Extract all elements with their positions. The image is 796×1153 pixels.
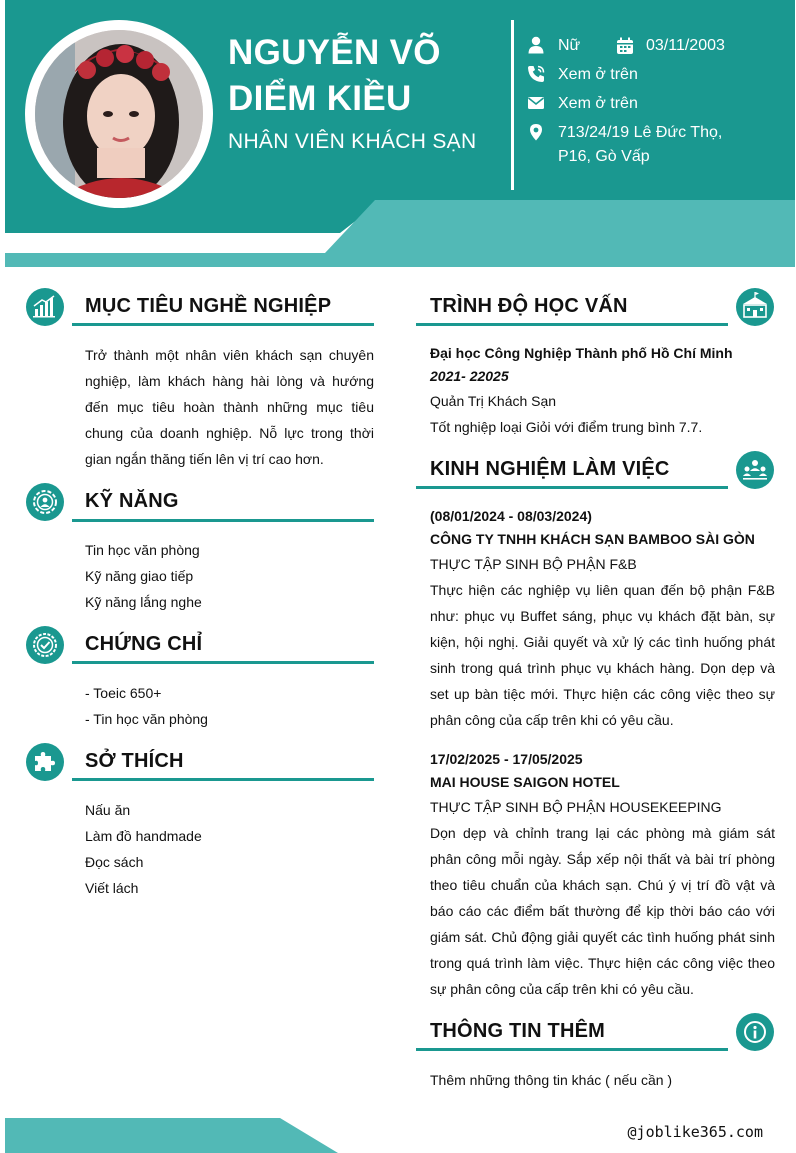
job-description: Dọn dẹp và chỉnh trang lại các phòng mà giám sát phân công mỗi ngày. Sắp xếp nội thất và bài trí phòng theo tiêu chuẩn của khách sạn. Chú ý vị trí đồ vật và báo cáo các điểm bất thường để kịp thời báo cáo với giám sát. Chủ động giải quyết các tình huống phát sinh trong quá trình làm việc. Thực hiện các công việc theo sự phân công của cấp trên khi có yêu cầu. [430, 825, 775, 997]
team-icon [736, 451, 774, 489]
education-major: Quản Trị Khách Sạn [430, 393, 557, 409]
skills-underline [72, 519, 374, 522]
certificate-item: - Toeic 650+ [85, 685, 162, 701]
footer-watermark: @joblike365.com [627, 1123, 763, 1141]
header-divider [511, 20, 514, 190]
education-result: Tốt nghiệp loại Giỏi với điểm trung bình 7.7. [430, 419, 703, 435]
calendar-icon [616, 37, 634, 55]
growth-chart-icon [26, 288, 64, 326]
objective-text: Trở thành một nhân viên khách sạn chuyên nghiệp, làm khách hàng hài lòng và hướng đến mục tiêu hoàn thành những mục tiêu chung của doanh nghiệp. Nỗ lực trong thời gian ngắn thăng tiến lên vị trí cao hơn. [85, 347, 374, 467]
hobby-item: Làm đồ handmade [85, 828, 202, 844]
skills-title: KỸ NĂNG [85, 490, 179, 512]
education-school: Đại học Công Nghiệp Thành phố Hồ Chí Minh [430, 345, 733, 361]
phone-icon [527, 65, 545, 83]
experience-underline [416, 486, 728, 489]
objective-title: MỤC TIÊU NGHỀ NGHIỆP [85, 295, 332, 317]
candidate-name [228, 30, 498, 122]
job-period: (08/01/2024 - 08/03/2024) [430, 508, 592, 524]
hobby-item: Nấu ăn [85, 802, 131, 818]
additional-title: THÔNG TIN THÊM [430, 1020, 606, 1042]
skill-item: Kỹ năng lắng nghe [85, 594, 202, 610]
badge-check-icon [26, 626, 64, 664]
person-icon [527, 36, 545, 54]
skill-item: Tin học văn phòng [85, 542, 200, 558]
job-company: CÔNG TY TNHH KHÁCH SẠN BAMBOO SÀI GÒN [430, 531, 755, 547]
education-underline [416, 323, 728, 326]
gender-value: Nữ [558, 37, 581, 54]
job-description: Thực hiện các nghiệp vụ liên quan đến bộ phận F&B như: phục vụ Buffet sáng, phục vụ khách đặt bàn, sự kiện, hội nghị. Giải quyết và xử lý các tình huống phát sinh trong quá trình phục vụ khách hàng. Dọn dẹp và set up bàn tiệc mới. Thực hiện các công việc theo sự phân công của cấp trên khi có yêu cầu. [430, 582, 775, 728]
puzzle-icon [26, 743, 64, 781]
hobby-item: Viết lách [85, 880, 139, 896]
address-value [558, 121, 722, 169]
job-company: MAI HOUSE SAIGON HOTEL [430, 774, 620, 790]
hobbies-underline [72, 778, 374, 781]
certificates-title: CHỨNG CHỈ [85, 633, 203, 655]
email-icon [527, 94, 545, 112]
job-position: THỰC TẬP SINH BỘ PHẬN F&B [430, 556, 637, 572]
education-title: TRÌNH ĐỘ HỌC VẤN [430, 295, 628, 317]
hobbies-title: SỞ THÍCH [85, 750, 184, 772]
birthdate-value: 03/11/2003 [646, 37, 725, 54]
address-line-2: P16, Gò Vấp [558, 148, 650, 165]
job-title: NHÂN VIÊN KHÁCH SẠN [228, 130, 477, 153]
phone-value: Xem ở trên [558, 66, 638, 83]
school-building-icon [736, 288, 774, 326]
gear-person-icon [26, 483, 64, 521]
certificate-item: - Tin học văn phòng [85, 711, 208, 727]
certificates-underline [72, 661, 374, 664]
name-line-1: NGUYỄN VÕ [228, 33, 441, 72]
job-position: THỰC TẬP SINH BỘ PHẬN HOUSEKEEPING [430, 799, 722, 815]
info-icon [736, 1013, 774, 1051]
name-line-2: DIỂM KIỀU [228, 79, 412, 118]
email-value: Xem ở trên [558, 95, 638, 112]
education-years: 2021- 22025 [430, 368, 509, 384]
skill-item: Kỹ năng giao tiếp [85, 568, 194, 584]
experience-title: KINH NGHIỆM LÀM VIỆC [430, 458, 670, 480]
avatar [35, 30, 203, 198]
job-period: 17/02/2025 - 17/05/2025 [430, 751, 583, 767]
additional-text: Thêm những thông tin khác ( nếu cần ) [430, 1072, 673, 1088]
objective-underline [72, 323, 374, 326]
additional-underline [416, 1048, 728, 1051]
location-pin-icon [527, 123, 545, 141]
address-line-1: 713/24/19 Lê Đức Thọ, [558, 124, 723, 141]
hobby-item: Đọc sách [85, 854, 144, 870]
footer-decor [5, 1118, 345, 1153]
